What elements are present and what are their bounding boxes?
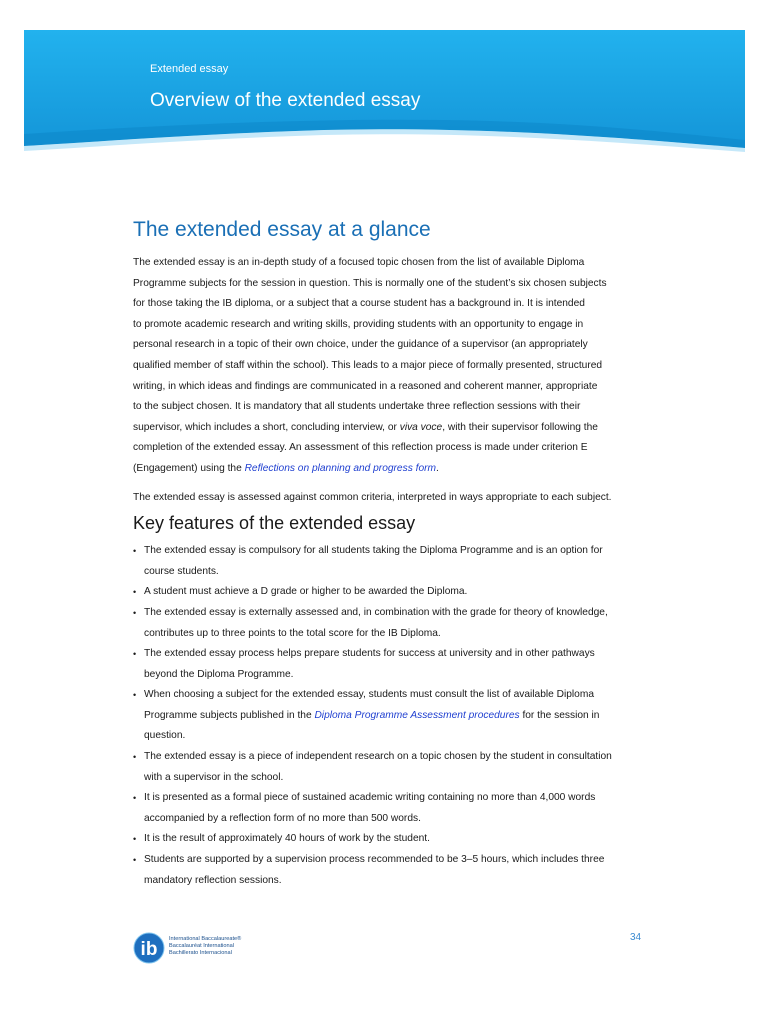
list-item: • The extended essay is a piece of independent research on a topic chosen by the student in consultation with a supervisor in the school. (133, 747, 643, 788)
reflections-form-link[interactable]: Reflections on planning and progress form (244, 462, 436, 474)
list-item: • The extended essay process helps prepare students for success at university and in other pathways beyond the Diploma Programme. (133, 644, 643, 685)
ib-logo-letters: ib (140, 939, 158, 960)
criteria-paragraph: The extended essay is assessed against common criteria, interpreted in ways appropriate to each subject. (133, 491, 612, 503)
logo-line: Bachillerato Internacional (169, 950, 232, 956)
intro-italic-term: viva voce (399, 421, 443, 433)
features-list (133, 541, 643, 891)
intro-text-start: The extended essay is an in-depth study of a focused topic chosen from the list of available Diploma Programme subjects for the session in question. This is normally one of the student’s six chosen subjects for those taking the IB diploma, or a subject that a course student has a background in. It is intended to promote academic research and writing skills, providing students with an opportunity to engage in personal research in a topic of their own choice, under the guidance of a supervisor (an appropriately qualified member of staff within the school). This leads to a major piece of formally presented, structured writing, in which ideas and findings are communicated in a reasoned and coherent manner, appropriate to the subject chosen. It is mandatory that all students undertake three reflection sessions with their supervisor, which includes a short, concluding interview, or (133, 257, 607, 433)
list-item-text: for the session in question. (144, 709, 600, 742)
ib-logo (133, 928, 283, 968)
ib-logo-wordmark (169, 936, 241, 957)
logo-line: Baccalauréat International (169, 943, 234, 949)
list-item (133, 685, 643, 747)
features-title: Key features of the extended essay (133, 513, 416, 534)
header-title: Overview of the extended essay (150, 90, 421, 111)
section-title: The extended essay at a glance (133, 218, 431, 241)
intro-text-middle: , with their supervisor following the completion of the extended essay. An assessment of this reflection process is made under criterion E (Engagement) using the (133, 421, 598, 474)
list-item: • It is presented as a formal piece of sustained academic writing containing no more than 4,000 words accompanied by a reflection form of no more than 500 words. (133, 788, 643, 829)
header-kicker: Extended essay (150, 63, 229, 75)
intro-text-end: . (436, 462, 439, 474)
list-item: • A student must achieve a D grade or higher to be awarded the Diploma. (133, 582, 643, 603)
list-item: • The extended essay is compulsory for all students taking the Diploma Programme and is an option for course students. (133, 541, 643, 582)
page-number: 34 (630, 932, 642, 943)
list-item-text: When choosing a subject for the extended essay, students must consult the list of available Diploma Programme subjects published in the (144, 689, 595, 721)
list-item: • Students are supported by a supervision process recommended to be 3–5 hours, which includes three mandatory reflection sessions. (133, 850, 643, 891)
assessment-procedures-link[interactable]: Diploma Programme Assessment procedures (314, 709, 520, 721)
intro-paragraph (133, 253, 643, 480)
list-item: • It is the result of approximately 40 hours of work by the student. (133, 829, 643, 850)
ib-logo-mark-icon (133, 930, 165, 964)
list-item: • The extended essay is externally assessed and, in combination with the grade for theory of knowledge, contributes up to three points to the total score for the IB Diploma. (133, 603, 643, 644)
main-content (133, 218, 643, 891)
logo-line: International Baccalaureate® (169, 936, 242, 942)
